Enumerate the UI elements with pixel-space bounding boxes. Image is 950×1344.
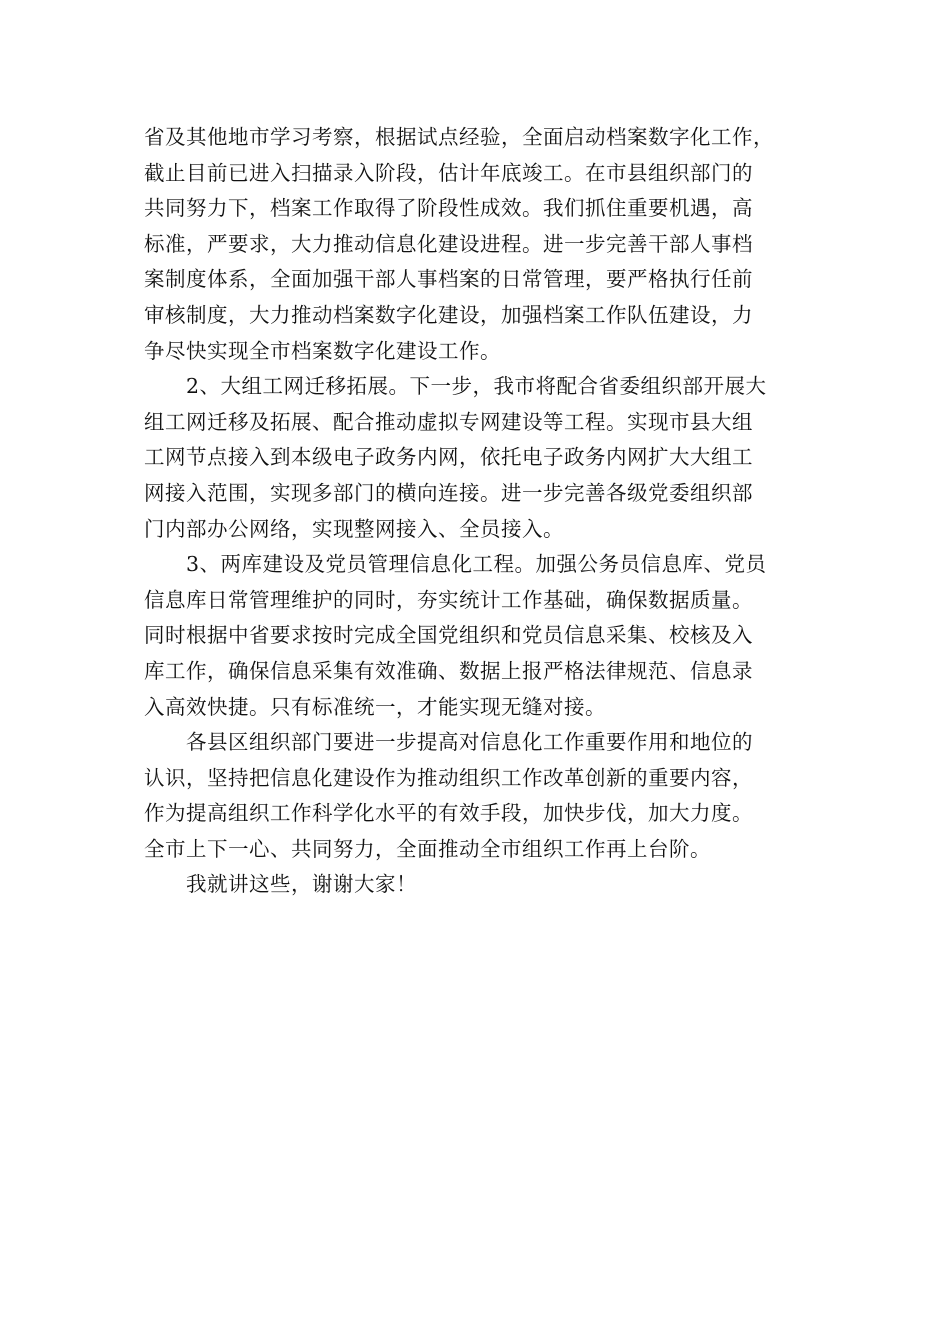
paragraph-closing bbox=[144, 867, 814, 903]
text-line: 门内部办公网络，实现整网接入、全员接入。 bbox=[144, 516, 564, 541]
text-line: 作为提高组织工作科学化水平的有效手段，加快步伐，加大力度。 bbox=[144, 801, 753, 826]
text-line: 信息库日常管理维护的同时，夯实统计工作基础，确保数据质量。 bbox=[144, 587, 753, 612]
text-line: 全市上下一心、共同努力，全面推动全市组织工作再上台阶。 bbox=[144, 836, 711, 861]
paragraph-two-databases bbox=[144, 547, 814, 725]
text-line: 审核制度，大力推动档案数字化建设，加强档案工作队伍建设，力 bbox=[144, 302, 753, 327]
text-line: 库工作，确保信息采集有效准确、数据上报严格法律规范、信息录 bbox=[144, 658, 753, 683]
text-line: 我就讲这些，谢谢大家！ bbox=[186, 872, 417, 897]
text-line: 组工网迁移及拓展、配合推动虚拟专网建设等工程。实现市县大组 bbox=[144, 409, 753, 434]
text-line: 省及其他地市学习考察，根据试点经验，全面启动档案数字化工作， bbox=[144, 125, 774, 149]
paragraph-archive-digitization bbox=[144, 120, 814, 369]
text-line: 认识，坚持把信息化建设作为推动组织工作改革创新的重要内容， bbox=[144, 765, 753, 790]
text-line: 截止目前已进入扫描录入阶段，估计年底竣工。在市县组织部门的 bbox=[144, 160, 753, 185]
document-body bbox=[144, 120, 814, 903]
text-line: 2、大组工网迁移拓展。下一步，我市将配合省委组织部开展大 bbox=[186, 374, 767, 399]
text-line: 网接入范围，实现多部门的横向连接。进一步完善各级党委组织部 bbox=[144, 480, 753, 505]
text-line: 工网节点接入到本级电子政务内网，依托电子政务内网扩大大组工 bbox=[144, 445, 753, 470]
paragraph-county-departments bbox=[144, 725, 814, 867]
text-line: 各县区组织部门要进一步提高对信息化工作重要作用和地位的 bbox=[186, 730, 753, 755]
text-line: 标准，严要求，大力推动信息化建设进程。进一步完善干部人事档 bbox=[144, 231, 753, 256]
text-line: 案制度体系，全面加强干部人事档案的日常管理，要严格执行任前 bbox=[144, 267, 753, 292]
text-line: 入高效快捷。只有标准统一，才能实现无缝对接。 bbox=[144, 694, 606, 719]
text-line: 争尽快实现全市档案数字化建设工作。 bbox=[144, 338, 501, 363]
text-line: 共同努力下，档案工作取得了阶段性成效。我们抓住重要机遇，高 bbox=[144, 196, 753, 221]
paragraph-network-migration bbox=[144, 369, 814, 547]
text-line: 同时根据中省要求按时完成全国党组织和党员信息采集、校核及入 bbox=[144, 623, 753, 648]
text-line: 3、两库建设及党员管理信息化工程。加强公务员信息库、党员 bbox=[186, 552, 767, 577]
